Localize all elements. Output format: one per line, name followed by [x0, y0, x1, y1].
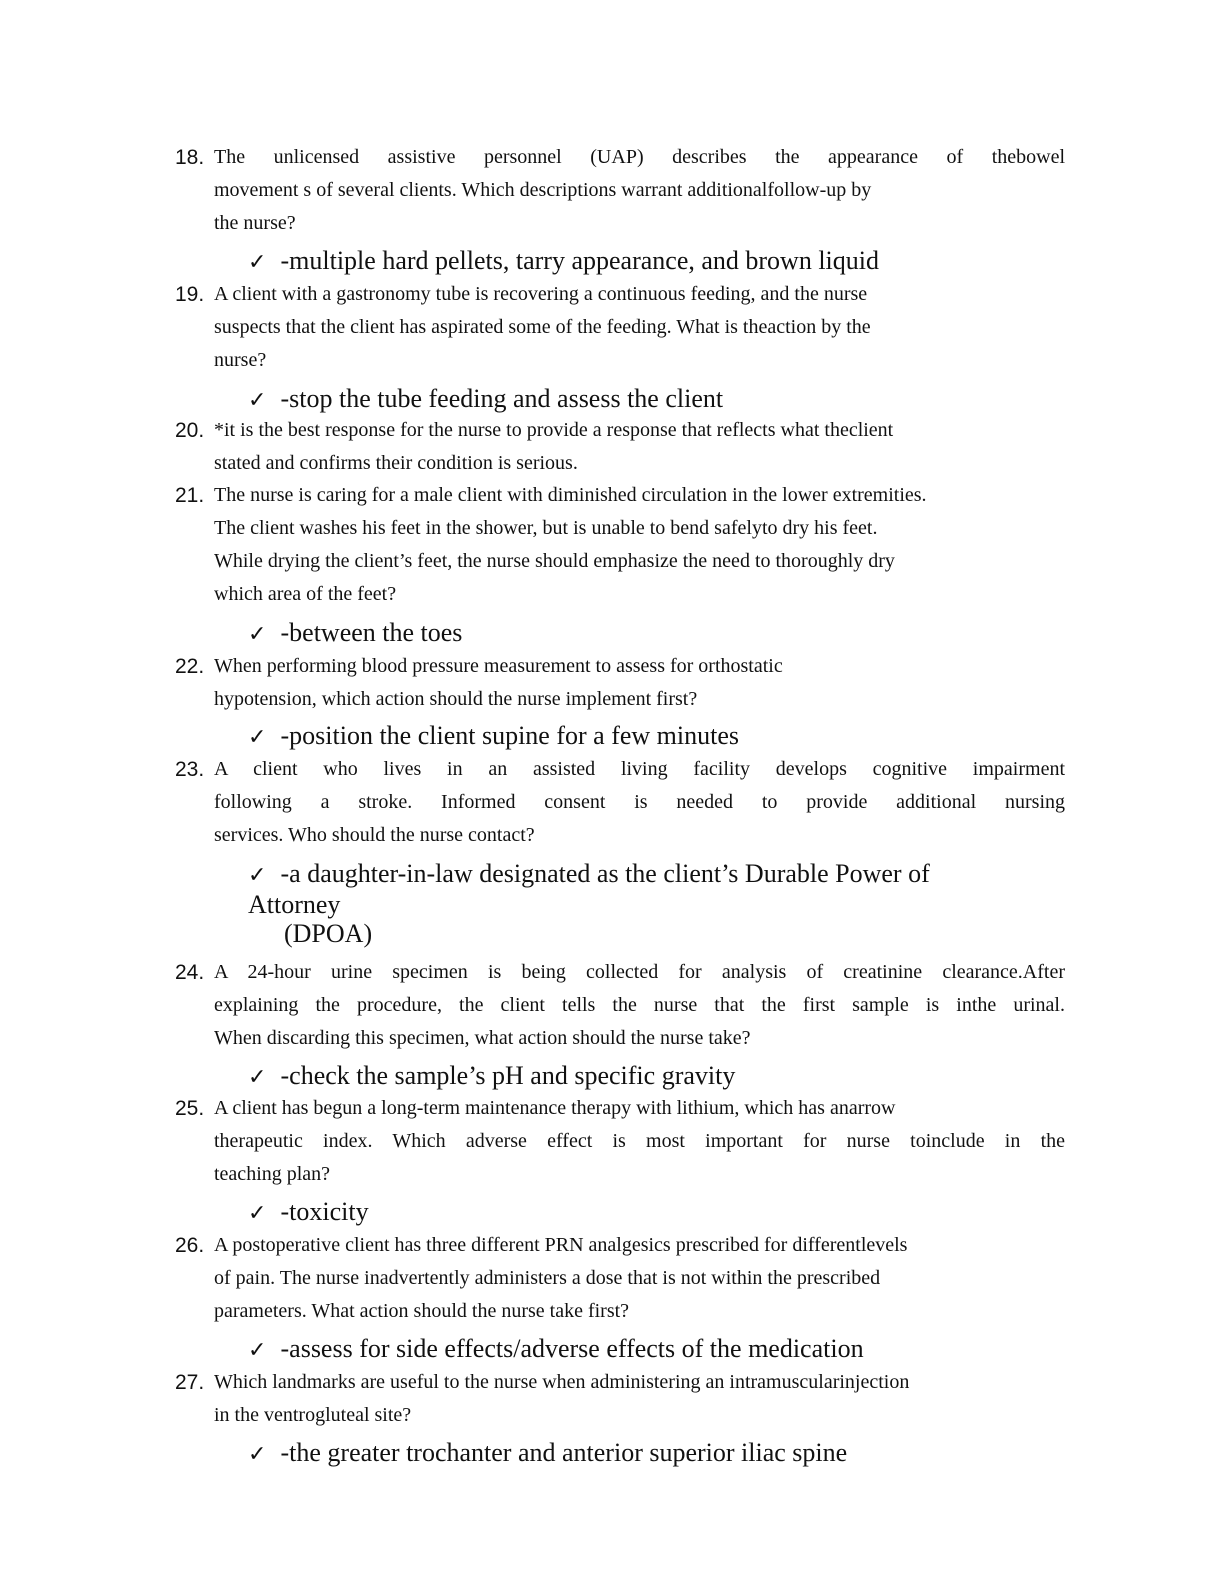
question-line: of pain. The nurse inadvertently administers a dose that is not within the prescribed: [214, 1267, 881, 1289]
question-text: [214, 414, 1065, 480]
answer-22: [248, 721, 1008, 752]
question-text: [214, 956, 1065, 1055]
question-20: [175, 414, 1065, 480]
answer-text: -assess for side effects/adverse effects of the medication: [280, 1334, 864, 1363]
question-number: 27.: [175, 1371, 205, 1394]
question-text: [214, 1092, 1065, 1191]
question-21: [175, 479, 1065, 611]
answer-23: [248, 859, 1008, 948]
answer-18: [248, 246, 1008, 277]
answer-24: [248, 1061, 1008, 1092]
check-icon: ✓: [248, 622, 267, 647]
question-18: [175, 141, 1065, 240]
question-line: A client who lives in an assisted living facility develops cognitive impairment: [214, 758, 1065, 780]
question-26: [175, 1229, 1065, 1328]
answer-21: [248, 618, 1008, 649]
check-icon: ✓: [248, 1338, 267, 1363]
question-line: A client has begun a long-term maintenance therapy with lithium, which has anarrow: [214, 1097, 896, 1119]
question-text: [214, 141, 1065, 240]
question-25: [175, 1092, 1065, 1191]
question-line: movement s of several clients. Which descriptions warrant additionalfollow-up by: [214, 179, 872, 201]
question-text: [214, 1229, 1065, 1328]
question-text: [214, 753, 1065, 852]
question-line: The unlicensed assistive personnel (UAP) describes the appearance of thebowel: [214, 146, 1065, 168]
question-line: explaining the procedure, the client tells the nurse that the first sample is inthe urinal.: [214, 994, 1065, 1016]
question-number: 24.: [175, 961, 205, 984]
answer-text: -toxicity: [280, 1197, 369, 1226]
question-number: 18.: [175, 146, 205, 169]
check-icon: ✓: [248, 725, 267, 750]
answer-19: [248, 384, 1008, 415]
answer-text: -check the sample’s pH and specific gravity: [280, 1061, 736, 1090]
answer-text: -multiple hard pellets, tarry appearance, and brown liquid: [280, 246, 880, 275]
question-line: following a stroke. Informed consent is needed to provide additional nursing: [214, 791, 1065, 813]
question-text: [214, 650, 1065, 716]
question-line: teaching plan?: [214, 1163, 331, 1185]
question-line: suspects that the client has aspirated some of the feeding. What is theaction by the: [214, 316, 871, 338]
question-22: [175, 650, 1065, 716]
answer-text-continued: (DPOA): [284, 919, 373, 948]
question-line: the nurse?: [214, 212, 296, 234]
question-text: [214, 278, 1065, 377]
question-line: in the ventrogluteal site?: [214, 1404, 412, 1426]
question-number: 25.: [175, 1097, 205, 1120]
answer-text: -between the toes: [280, 618, 463, 647]
question-number: 20.: [175, 419, 205, 442]
answer-text: -a daughter-in-law designated as the client’s Durable Power of: [280, 859, 930, 888]
question-19: [175, 278, 1065, 377]
question-line: The nurse is caring for a male client with diminished circulation in the lower extremities.: [214, 484, 927, 506]
question-text: [214, 1366, 1065, 1432]
answer-text: -position the client supine for a few minutes: [280, 721, 740, 750]
question-number: 22.: [175, 655, 205, 678]
question-line: A 24-hour urine specimen is being collected for analysis of creatinine clearance.After: [214, 961, 1065, 983]
answer-text: -the greater trochanter and anterior superior iliac spine: [280, 1438, 848, 1467]
question-line: When discarding this specimen, what action should the nurse take?: [214, 1027, 751, 1049]
question-line: hypotension, which action should the nurse implement first?: [214, 688, 698, 710]
question-number: 19.: [175, 283, 205, 306]
check-icon: ✓: [248, 1065, 267, 1090]
question-line: stated and confirms their condition is serious.: [214, 452, 578, 474]
question-line: nurse?: [214, 349, 267, 371]
question-number: 23.: [175, 758, 205, 781]
question-24: [175, 956, 1065, 1055]
check-icon: ✓: [248, 863, 267, 888]
question-text: [214, 479, 1065, 611]
question-line: services. Who should the nurse contact?: [214, 824, 535, 846]
check-icon: ✓: [248, 388, 267, 413]
answer-25: [248, 1197, 1008, 1228]
question-line: *it is the best response for the nurse to provide a response that reflects what theclient: [214, 419, 894, 441]
check-icon: ✓: [248, 1442, 267, 1467]
check-icon: ✓: [248, 250, 267, 275]
question-line: Which landmarks are useful to the nurse when administering an intramuscularinjection: [214, 1371, 910, 1393]
question-number: 21.: [175, 484, 205, 507]
question-23: [175, 753, 1065, 852]
check-icon: ✓: [248, 1201, 267, 1226]
question-line: which area of the feet?: [214, 583, 397, 605]
question-line: While drying the client’s feet, the nurse should emphasize the need to thoroughly dry: [214, 550, 895, 572]
question-line: parameters. What action should the nurse take first?: [214, 1300, 630, 1322]
question-line: A client with a gastronomy tube is recovering a continuous feeding, and the nurse: [214, 283, 868, 305]
question-line: A postoperative client has three different PRN analgesics prescribed for differentlevels: [214, 1234, 908, 1256]
answer-26: [248, 1334, 1008, 1365]
question-line: The client washes his feet in the shower, but is unable to bend safelyto dry his feet.: [214, 517, 878, 539]
question-line: therapeutic index. Which adverse effect is most important for nurse toinclude in the: [214, 1130, 1065, 1152]
question-line: When performing blood pressure measurement to assess for orthostatic: [214, 655, 783, 677]
answer-text-continued: Attorney: [248, 890, 341, 919]
answer-text: -stop the tube feeding and assess the client: [280, 384, 724, 413]
question-27: [175, 1366, 1065, 1432]
question-number: 26.: [175, 1234, 205, 1257]
answer-27: [248, 1438, 1008, 1469]
